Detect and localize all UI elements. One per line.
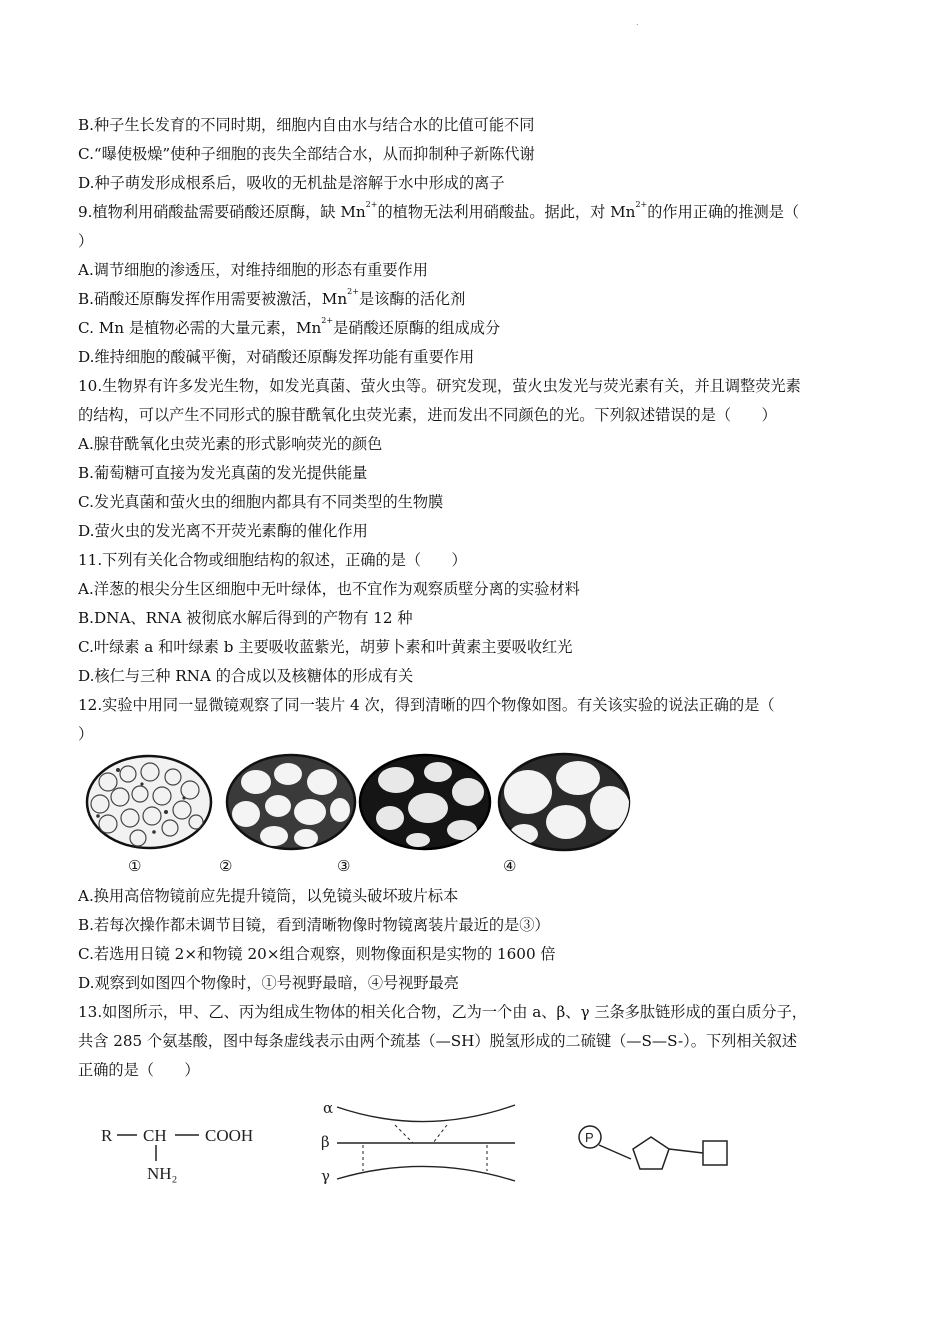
amino-ch-label: CH xyxy=(143,1126,167,1145)
amino-acid-structure xyxy=(101,1126,253,1183)
superscript: 2+ xyxy=(347,287,359,296)
microscope-view-1 xyxy=(87,756,211,848)
amino-nh2-label: NH₂ xyxy=(147,1164,178,1183)
q10-option-c: C.发光真菌和萤火虫的细胞内都具有不同类型的生物膜 xyxy=(78,493,444,511)
q8-option-b: B.种子生长发育的不同时期，细胞内自由水与结合水的比值可能不同 xyxy=(78,116,535,134)
superscript: 2+ xyxy=(321,316,334,325)
phosphate-label: P xyxy=(585,1130,594,1145)
q9-option-b: B.硝酸还原酶发挥作用需要被激活，$Mn^{2+}$是该酶的活化剂 xyxy=(78,287,466,308)
q9-stem-cont: ） xyxy=(78,232,94,250)
q8-option-c: C.“曝使极燥”使种子细胞的丧失全部结合水，从而抑制种子新陈代谢 xyxy=(78,145,535,163)
q11-option-a: A.洋葱的根尖分生区细胞中无叶绿体，也不宜作为观察质壁分离的实验材料 xyxy=(78,580,580,598)
q12-option-c: C.若选用日镜 2×和物镜 20×组合观察，则物像面积是实物的 1600 倍 xyxy=(78,945,556,963)
q11-option-d: D.核仁与三种 RNA 的合成以及核糖体的形成有关 xyxy=(78,667,414,685)
q12-stem: 12.实验中用同一显微镜观察了同一装片 4 次，得到清晰的四个物像如图。有关该实验的说法正确的是（ xyxy=(78,696,775,714)
figure-caption-4: ④ xyxy=(503,857,517,875)
microscope-views-figure xyxy=(78,752,638,882)
superscript: 2+ xyxy=(365,200,378,209)
q10-option-a: A.腺苷酰氧化虫荧光素的形式影响荧光的颜色 xyxy=(78,435,383,453)
q12-option-d: D.观察到如图四个物像时，①号视野最暗，④号视野最亮 xyxy=(78,974,459,992)
q10-option-d: D.萤火虫的发光离不开荧光素酶的催化作用 xyxy=(78,522,368,540)
amino-r-label: R xyxy=(101,1126,113,1145)
q11-option-b: B.DNA、RNA 被彻底水解后得到的产物有 12 种 xyxy=(78,609,413,627)
text-block-top xyxy=(78,111,878,749)
amino-cooh-label: COOH xyxy=(205,1126,254,1145)
figure-caption-3: ③ xyxy=(337,857,351,875)
compound-structures-figure xyxy=(95,1095,755,1195)
chain-gamma-label: γ xyxy=(321,1167,330,1185)
q10-option-b: B.葡萄糖可直接为发光真菌的发光提供能量 xyxy=(78,464,368,482)
q9-stem: 9.植物利用硝酸盐需要硝酸还原酶，缺 $Mn^{2+}$的植物无法利用硝酸盐。据此，对 $Mn^{2+}$的作用正确的推测是（ xyxy=(78,200,800,221)
nucleotide-diagram xyxy=(579,1126,727,1169)
q10-stem-2: 的结构，可以产生不同形式的腺苷酰氧化虫荧光素，进而发出不同颜色的光。下列叙述错误的是（ ） xyxy=(78,406,777,424)
q12-option-a: A.换用高倍物镜前应先提升镜筒，以免镜头破坏玻片标本 xyxy=(78,887,459,905)
microscope-view-4 xyxy=(499,754,630,850)
page-mark: . xyxy=(636,18,639,27)
q12-stem-cont: ） xyxy=(78,725,94,743)
q11-stem: 11.下列有关化合物或细胞结构的叙述，正确的是（ ） xyxy=(78,551,467,569)
q9-option-c: C. Mn 是植物必需的大量元素，$Mn^{2+}$是硝酸还原酶的组成成分 xyxy=(78,316,501,337)
protein-chains-diagram xyxy=(321,1099,515,1185)
q11-option-c: C.叶绿素 a 和叶绿素 b 主要吸收蓝紫光，胡萝卜素和叶黄素主要吸收红光 xyxy=(78,638,573,656)
q9-option-a: A.调节细胞的渗透压，对维持细胞的形态有重要作用 xyxy=(78,261,428,279)
text-block-bottom xyxy=(78,882,878,1085)
microscope-view-2 xyxy=(227,755,355,849)
q9-option-d: D.维持细胞的酸碱平衡，对硝酸还原酶发挥功能有重要作用 xyxy=(78,348,475,366)
microscope-view-3 xyxy=(360,755,490,849)
q12-option-b: B.若每次操作都未调节目镜，看到清晰物像时物镜离装片最近的是③） xyxy=(78,916,550,934)
superscript: 2+ xyxy=(635,200,648,209)
figure-caption-1: ① xyxy=(128,857,142,875)
q10-stem-1: 10.生物界有许多发光生物，如发光真菌、萤火虫等。研究发现，萤火虫发光与荧光素有关，并且调整荧光素 xyxy=(78,377,801,395)
q13-stem-1: 13.如图所示，甲、乙、丙为组成生物体的相关化合物，乙为一个由 a、β、γ 三条多肽链形成的蛋白质分子， xyxy=(78,1003,807,1021)
chain-beta-label: β xyxy=(321,1133,330,1151)
q13-stem-2: 共含 285 个氨基酸，图中每条虚线表示由两个巯基（—SH）脱氢形成的二硫键（—S—S-）。下列相关叙述 xyxy=(78,1032,798,1050)
q8-option-d: D.种子萌发形成根系后，吸收的无机盐是溶解于水中形成的离子 xyxy=(78,174,505,192)
q13-stem-3: 正确的是（ ） xyxy=(78,1061,200,1079)
chain-alpha-label: α xyxy=(323,1099,334,1117)
figure-caption-2: ② xyxy=(219,857,233,875)
